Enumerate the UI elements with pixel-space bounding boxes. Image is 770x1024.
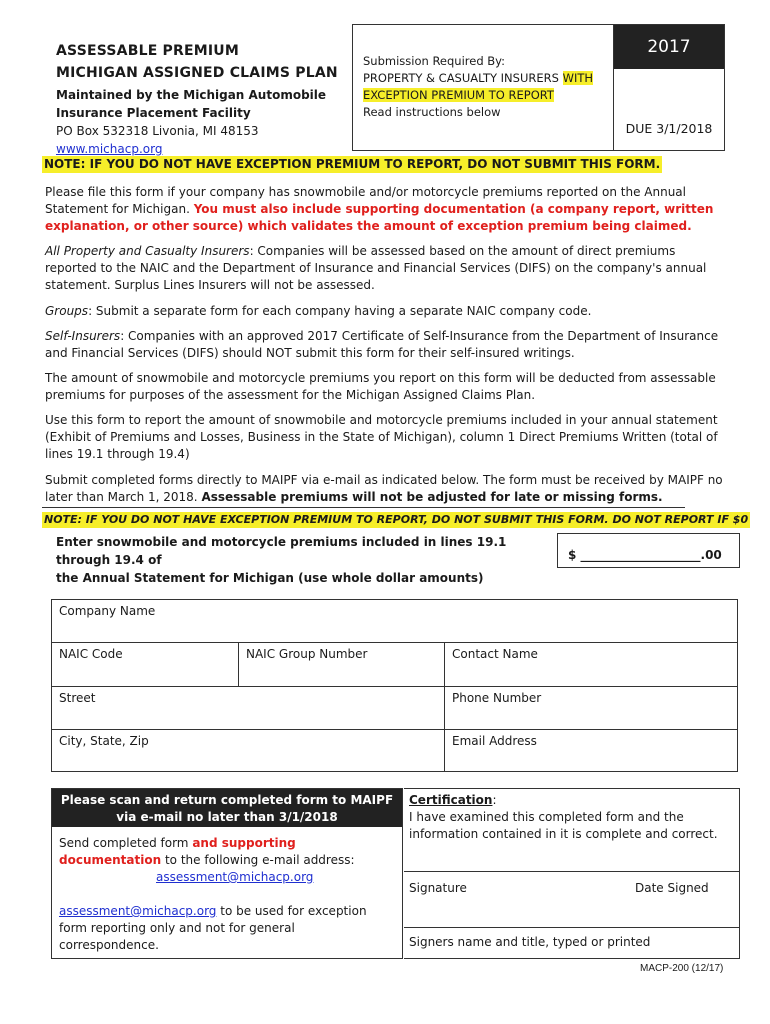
p2-heading: All Property and Casualty Insurers <box>45 244 250 258</box>
naic-group-label: NAIC Group Number <box>246 647 368 661</box>
form-number: MACP-200 (12/17) <box>640 963 724 974</box>
scan-return-box <box>51 788 403 959</box>
send-text-end: to the following e-mail address: <box>161 853 355 867</box>
submission-email-link[interactable]: assessment@michacp.org <box>156 870 314 884</box>
submission-line4: Read instructions below <box>363 105 501 119</box>
paragraph-deduction: The amount of snowmobile and motorcycle premiums you report on this form will be deducted from assessable premiums for purposes of the assessment for the Michigan Assigned Claims Plan. <box>45 371 716 402</box>
send-supporting-docs: and supporting documentation <box>59 836 296 867</box>
signature-line <box>404 871 740 872</box>
signer-line <box>404 927 740 928</box>
contact-name-label: Contact Name <box>452 647 538 661</box>
premium-entry-label-line2: the Annual Statement for Michigan (use whole dollar amounts) <box>56 571 484 585</box>
phone-label: Phone Number <box>452 691 542 705</box>
form-year: 2017 <box>614 25 724 69</box>
certification-text: I have examined this completed form and the information contained in it is complete and correct. <box>409 810 718 841</box>
paragraph-file-instructions <box>45 184 730 235</box>
paragraph-groups <box>45 303 730 320</box>
certification-title-text: Certification <box>409 793 493 807</box>
note-bottom-banner: NOTE: IF YOU DO NOT HAVE EXCEPTION PREMIUM TO REPORT, DO NOT SUBMIT THIS FORM. DO NOT REPORT IF $0 <box>44 513 749 526</box>
section-divider <box>42 507 685 508</box>
premium-entry-label-line1: Enter snowmobile and motorcycle premiums included in lines 19.1 through 19.4 of <box>56 535 507 567</box>
premium-entry-label <box>56 533 556 587</box>
p4-heading: Self-Insurers <box>45 329 121 343</box>
org-address: PO Box 532318 Livonia, MI 48153 <box>56 124 259 138</box>
email-usage-note <box>59 903 394 954</box>
scan-return-header <box>52 789 402 827</box>
certification-title-colon: : <box>492 793 497 807</box>
p4-text: : Companies with an approved 2017 Certificate of Self-Insurance from the Department of Insurance and Financial Services (DIFS) should NOT submit this form for their self-insured writings. <box>45 329 719 360</box>
p3-text: : Submit a separate form for each company having a separate NAIC company code. <box>88 304 592 318</box>
p2-text: : Companies will be assessed based on the amount of direct premiums reported to the NAIC and the Department of Insurance and Financial Services (DIFS) on the company's annual statement. Surplus Lines Insurers will not be assessed. <box>45 244 707 292</box>
submission-line3-highlight: EXCEPTION PREMIUM TO REPORT <box>363 88 554 102</box>
email-address-label: Email Address <box>452 734 537 748</box>
email-address-field[interactable] <box>445 730 737 772</box>
submission-required-text <box>363 53 608 121</box>
maintained-by-line1: Maintained by the Michigan Automobile <box>56 88 327 102</box>
street-label: Street <box>59 691 96 705</box>
company-info-grid <box>51 599 738 772</box>
paragraph-use-form: Use this form to report the amount of snowmobile and motorcycle premiums included in your annual statement (Exhibit of Premiums and Losses, Business in the State of Michigan), column 1 Direct Premiums Written (total of lines 19.1 through 19.4) <box>45 413 718 461</box>
paragraph-submit <box>45 472 730 506</box>
company-name-field[interactable] <box>52 600 737 642</box>
certification-title <box>409 793 497 807</box>
submission-line2-text: PROPERTY & CASUALTY INSURERS <box>363 71 563 85</box>
scan-header-line2: via e-mail no later than 3/1/2018 <box>116 810 338 824</box>
signer-name-field-label[interactable]: Signers name and title, typed or printed <box>409 935 651 949</box>
submission-line3 <box>363 87 608 104</box>
send-instructions <box>59 835 394 869</box>
city-state-zip-field[interactable] <box>52 730 444 772</box>
due-date: DUE 3/1/2018 <box>625 121 713 136</box>
p7-late-warning: Assessable premiums will not be adjusted for late or missing forms. <box>201 490 663 504</box>
premium-amount-field[interactable] <box>557 533 740 568</box>
header-submission-box <box>352 24 725 151</box>
submission-line2 <box>363 70 608 87</box>
maintained-by-line2: Insurance Placement Facility <box>56 106 251 120</box>
p1-supporting-docs-warning: You must also include supporting documentation (a company report, written explanation, or other source) which validates the amount of exception premium being claimed. <box>45 202 714 233</box>
send-text: Send completed form <box>59 836 193 850</box>
premium-amount-placeholder: $ ____________________.00 <box>568 548 722 562</box>
note-top-banner: NOTE: IF YOU DO NOT HAVE EXCEPTION PREMIUM TO REPORT, DO NOT SUBMIT THIS FORM. <box>44 157 661 171</box>
p3-heading: Groups <box>45 304 89 318</box>
paragraph-self-insurers <box>45 328 730 362</box>
email-usage-text: to be used for exception form reporting only and not for general correspondence. <box>59 904 367 952</box>
naic-code-label: NAIC Code <box>59 647 123 661</box>
submission-line1: Submission Required By: <box>363 54 506 68</box>
naic-code-field[interactable] <box>52 643 238 685</box>
phone-field[interactable] <box>445 687 737 729</box>
submission-email-row <box>59 869 394 886</box>
scan-return-body <box>59 835 394 954</box>
form-title-line2: MICHIGAN ASSIGNED CLAIMS PLAN <box>56 65 338 81</box>
p1-text: Please file this form if your company has snowmobile and/or motorcycle premiums reported on the Annual Statement for Michigan. <box>45 185 686 216</box>
company-name-label: Company Name <box>59 604 156 618</box>
paragraph-all-insurers <box>45 243 730 294</box>
date-signed-field-label[interactable]: Date Signed <box>635 881 709 895</box>
p7-text: Submit completed forms directly to MAIPF via e-mail as indicated below. The form must be received by MAIPF no later than March 1, 2018. <box>45 473 723 504</box>
naic-group-field[interactable] <box>239 643 444 685</box>
scan-header-line1: Please scan and return completed form to MAIPF <box>60 793 394 807</box>
contact-name-field[interactable] <box>445 643 737 685</box>
header-org-block <box>56 40 356 158</box>
signature-field-label[interactable]: Signature <box>409 881 467 895</box>
certification-box <box>404 788 740 959</box>
city-state-zip-label: City, State, Zip <box>59 734 149 748</box>
exception-email-link[interactable]: assessment@michacp.org <box>59 904 217 918</box>
submission-line2-highlight: WITH <box>562 71 594 85</box>
form-title-line1: ASSESSABLE PREMIUM <box>56 43 239 59</box>
website-link[interactable]: www.michacp.org <box>56 142 163 156</box>
street-field[interactable] <box>52 687 444 729</box>
